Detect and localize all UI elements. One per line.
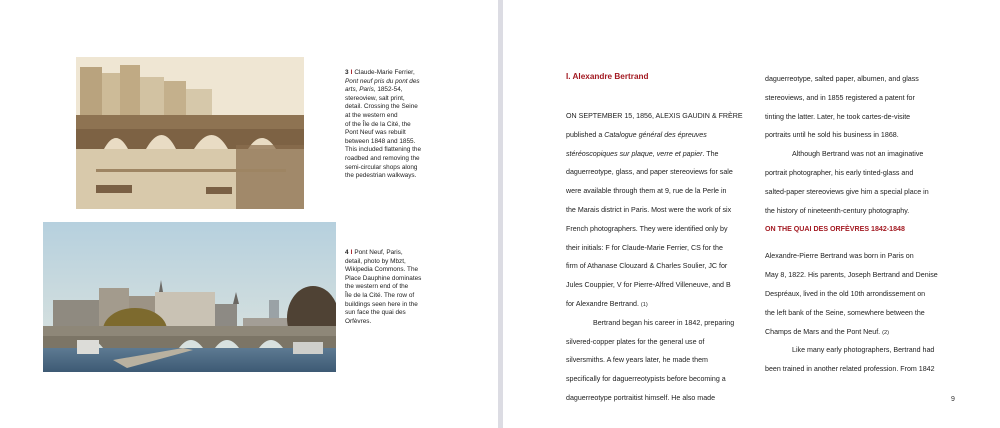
caption-line: at the western end: [345, 111, 398, 119]
caption-line: Pont Neuf, Paris,: [354, 249, 403, 256]
caption-number: 3: [345, 69, 349, 76]
body-line: daguerreotype, glass, and paper stereoviews for sale: [566, 168, 733, 177]
caption-line: Île de la Cité. The row of: [345, 291, 415, 299]
caption-line: arts, Paris: [345, 86, 374, 94]
caption-line: Pont Neuf was rebuilt: [345, 129, 406, 137]
caption-line: the western end of the: [345, 283, 409, 291]
body-line: ON SEPTEMBER 15, 1856, ALEXIS GAUDIN & FRÈRE: [566, 112, 743, 120]
body-line: tinting the latter. Later, he took cartes-de-visite: [765, 112, 911, 121]
body-line: Champs de Mars and the Pont Neuf. (2): [765, 327, 889, 336]
left-page: [0, 0, 498, 428]
body-line: their initials: F for Claude-Marie Ferrier, CS for the: [566, 243, 723, 252]
caption-line: Place Dauphine dominates: [345, 274, 422, 282]
body-line: portrait photographer, his early tinted-glass and: [765, 168, 914, 177]
body-line: were available through them at 9, rue de la Perle in: [566, 187, 727, 196]
body-line: stéréoscopiques sur plaque, verre et papier. The: [566, 149, 719, 158]
caption-line: Wikipedia Commons. The: [345, 266, 419, 274]
caption-line: sun face the quai des: [345, 309, 406, 317]
body-line: May 8, 1822. His parents, Joseph Bertrand and Denise: [765, 271, 938, 280]
caption-line: , 1852-54,: [373, 86, 403, 94]
figure-3-sepia-pont-neuf-photo: [76, 57, 304, 209]
body-line: portraits until he sold his business in 1868.: [765, 131, 899, 140]
body-line: the Marais district in Paris. Most were the work of six: [566, 205, 732, 214]
text-column-1: [566, 70, 756, 408]
body-line: for Alexandre Bertrand. (1): [566, 299, 648, 308]
caption-line: Pont neuf pris du pont des: [345, 77, 420, 85]
chapter-heading: I. Alexandre Bertrand: [566, 72, 649, 81]
caption-line: semi-circular shops along: [345, 163, 418, 171]
body-line: silversmiths. A few years later, he made them: [566, 356, 708, 365]
caption-line: of the Île de la Cité, the: [345, 120, 411, 128]
caption-line: This included flattening the: [345, 146, 422, 154]
body-line: the left bank of the Seine, somewhere between the: [765, 308, 925, 317]
caption-line: buildings seen here in the: [345, 300, 418, 308]
body-line: been trained in another related profession. From 1842: [765, 365, 935, 374]
body-line: Alexandre-Pierre Bertrand was born in Paris on: [765, 252, 914, 261]
footnote-ref-1[interactable]: (1): [640, 301, 648, 308]
caption-separator: I: [350, 249, 353, 256]
caption-line: roadbed and removing the: [345, 154, 420, 162]
body-line: daguerreotype portraitist himself. He also made: [566, 393, 716, 402]
caption-line: detail. Crossing the Seine: [345, 103, 418, 111]
caption-number: 4: [345, 249, 349, 256]
caption-separator: I: [350, 69, 353, 76]
body-line: firm of Athanase Clouzard & Charles Soulier, JC for: [566, 262, 728, 271]
body-line: silvered-copper plates for the general use of: [566, 337, 705, 346]
sepia-bridge-image: [76, 57, 304, 209]
body-line: Like many early photographers, Bertrand had: [792, 346, 935, 355]
body-line: French photographers. They were identified only by: [566, 224, 728, 233]
body-line: specifically for daguerreotypists before becoming a: [566, 375, 726, 384]
body-line: salted-paper stereoviews give him a special place in: [765, 187, 929, 196]
right-page: [503, 0, 1000, 428]
text-column-2: [765, 70, 965, 379]
caption-line: stereoview, salt print,: [345, 94, 405, 102]
figure-4-color-pont-neuf-photo: [43, 222, 336, 372]
caption-line: Orfèvres.: [345, 317, 372, 325]
body-line: Jules Couppier, V for Pierre-Alfred Villeneuve, and B: [566, 281, 731, 290]
figure-3-caption: [345, 69, 473, 181]
body-line: daguerreotype, salted paper, albumen, and glass: [765, 75, 919, 83]
footnote-ref-2[interactable]: (2): [882, 329, 889, 336]
body-line: Bertrand began his career in 1842, preparing: [593, 318, 735, 327]
caption-line: detail, photo by Mbzt,: [345, 257, 406, 265]
figure-4-caption: [345, 249, 473, 326]
color-bridge-image: [43, 222, 336, 372]
caption-line: between 1848 and 1855.: [345, 137, 416, 145]
body-line: Although Bertrand was not an imaginative: [792, 150, 924, 159]
caption-line: the pedestrian walkways.: [345, 172, 417, 180]
body-line: Despréaux, lived in the old 10th arrondissement on: [765, 289, 926, 298]
page-number: 9: [951, 396, 955, 403]
body-line: stereoviews, and in 1855 registered a patent for: [765, 93, 915, 102]
caption-line: Claude-Marie Ferrier,: [354, 69, 415, 76]
body-line: published a Catalogue général des épreuves: [566, 130, 707, 139]
section-subheading: ON THE QUAI DES ORFÈVRES 1842-1848: [765, 225, 905, 234]
body-line: the history of nineteenth-century photography.: [765, 206, 910, 215]
